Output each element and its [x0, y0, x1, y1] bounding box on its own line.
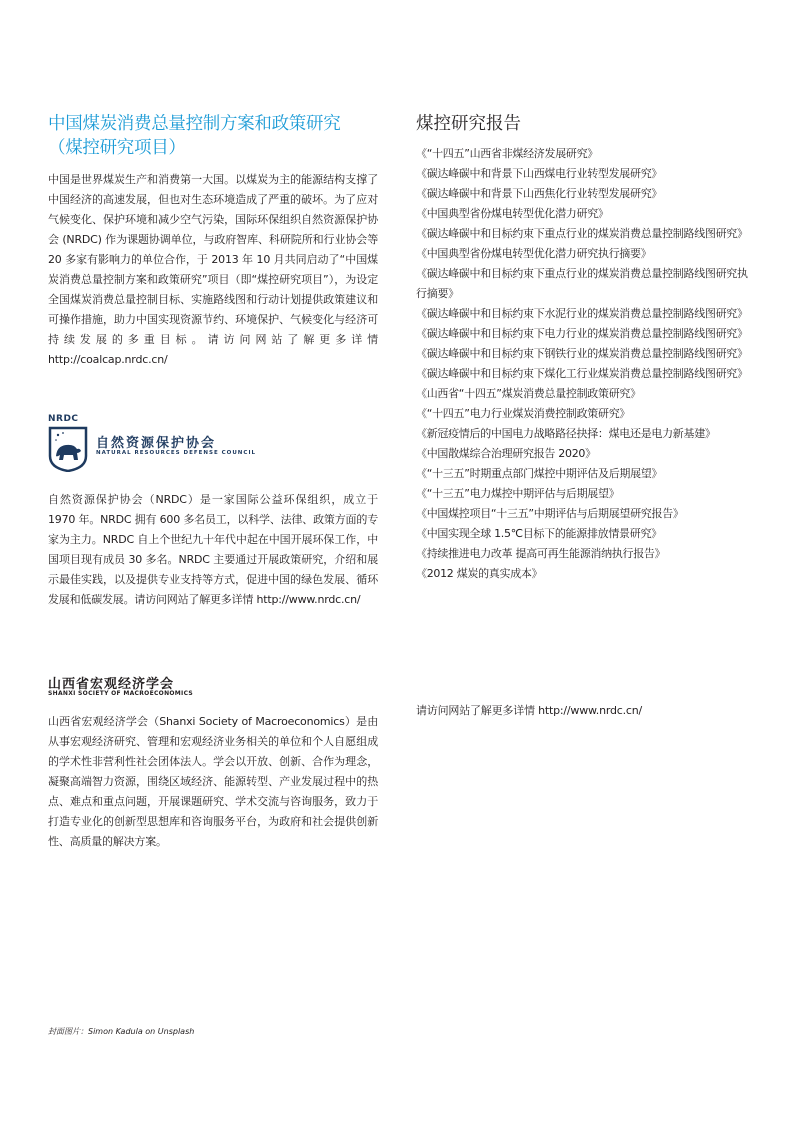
report-item: 《碳达峰碳中和背景下山西焦化行业转型发展研究》	[416, 187, 663, 200]
report-item: 《2012 煤炭的真实成本》	[416, 567, 543, 580]
project-title-line2: （煤控研究项目）	[48, 138, 186, 158]
project-title	[48, 112, 378, 160]
reports-more-link[interactable]: 请访问网站了解更多详情 http://www.nrdc.cn/	[416, 704, 643, 717]
nrdc-tag: NRDC	[48, 414, 79, 424]
report-item: 《“十四五”电力行业煤炭消费控制政策研究》	[416, 407, 631, 420]
report-item: 《持续推进电力改革 提高可再生能源消纳执行报告》	[416, 547, 666, 560]
reports-title: 煤控研究报告	[416, 114, 521, 134]
report-item: 《中国实现全球 1.5℃目标下的能源排放情景研究》	[416, 527, 662, 540]
sxsme-name-en: SHANXI SOCIETY OF MACROECONOMICS	[48, 690, 194, 697]
report-item: 《碳达峰碳中和背景下山西煤电行业转型发展研究》	[416, 167, 663, 180]
sxsme-section	[48, 712, 378, 852]
sxsme-description: 山西省宏观经济学会（Shanxi Society of Macroeconomics）是由从事宏观经济研究、管理和宏观经济业务相关的单位和个人自愿组成的学术性非营利性社会团体法人。学会以开放、创新、合作为理念，凝聚高端智力资源，围绕区域经济、能源转型、产业发展过程中的热点、难点和重点问题，开展课题研究、学术交流与咨询服务，致力于打造专业化的创新型思想库和咨询服务平台，为政府和社会提供创新性、高质量的解决方案。	[48, 715, 378, 848]
nrdc-bear-icon	[48, 426, 88, 472]
report-item: 《“十四五”山西省非煤经济发展研究》	[416, 147, 598, 160]
project-title-line1: 中国煤炭消费总量控制方案和政策研究	[48, 114, 341, 134]
report-item: 《碳达峰碳中和目标约束下煤化工行业煤炭消费总量控制路线图研究》	[416, 367, 748, 380]
cover-credit: 封面图片：Simon Kadula on Unsplash	[48, 1027, 195, 1036]
nrdc-logo	[48, 414, 298, 474]
sxsme-name-cn: 山西省宏观经济学会	[48, 677, 175, 692]
reports-section	[416, 112, 756, 584]
report-item: 《中国散煤综合治理研究报告 2020》	[416, 447, 596, 460]
nrdc-name-cn: 自然资源保护协会	[96, 436, 217, 451]
report-list	[416, 144, 756, 584]
report-item: 《“十三五”电力煤控中期评估与后期展望》	[416, 487, 620, 500]
report-item: 《碳达峰碳中和目标约束下重点行业的煤炭消费总量控制路线图研究执行摘要》	[416, 267, 748, 300]
report-item: 《山西省“十四五”煤炭消费总量控制政策研究》	[416, 387, 641, 400]
report-item: 《碳达峰碳中和目标约束下电力行业的煤炭消费总量控制路线图研究》	[416, 327, 748, 340]
report-item: 《中国典型省份煤电转型优化潜力研究》	[416, 207, 609, 220]
project-description: 中国是世界煤炭生产和消费第一大国。以煤炭为主的能源结构支撑了中国经济的高速发展，但也对生态环境造成了严重的破坏。为了应对气候变化、保护环境和减少空气污染，国际环保组织自然资源保护协会 (NRDC) 作为课题协调单位，与政府智库、科研院所和行业协会等 20 多家有影响力的单位合作，于 2013 年 10 月共同启动了“中国煤炭消费总量控制方案和政策研究”项目（即“煤控研究项目”），为设定全国煤炭消费总量控制目标、实施路线图和行动计划提供政策建议和可操作措施，助力中国实现资源节约、环境保护、气候变化与经济可持续发展的多重目标。请访问网站了解更多详情 http://coalcap.nrdc.cn/	[48, 173, 378, 366]
project-section	[48, 112, 378, 370]
report-item: 《“十三五”时期重点部门煤控中期评估及后期展望》	[416, 467, 663, 480]
report-item: 《碳达峰碳中和目标约束下钢铁行业的煤炭消费总量控制路线图研究》	[416, 347, 748, 360]
nrdc-section	[48, 490, 378, 610]
report-item: 《碳达峰碳中和目标约束下水泥行业的煤炭消费总量控制路线图研究》	[416, 307, 748, 320]
report-item: 《中国典型省份煤电转型优化潜力研究执行摘要》	[416, 247, 652, 260]
report-item: 《碳达峰碳中和目标约束下重点行业的煤炭消费总量控制路线图研究》	[416, 227, 748, 240]
report-item: 《中国煤控项目“十三五”中期评估与后期展望研究报告》	[416, 507, 684, 520]
report-item: 《新冠疫情后的中国电力战略路径抉择：煤电还是电力新基建》	[416, 427, 716, 440]
nrdc-description: 自然资源保护协会（NRDC）是一家国际公益环保组织，成立于 1970 年。NRDC 拥有 600 多名员工，以科学、法律、政策方面的专家为主力。NRDC 自上个世纪九十年代中起在中国开展环保工作，中国项目现有成员 30 多名。NRDC 主要通过开展政策研究，介绍和展示最佳实践，以及提供专业支持等方式，促进中国的绿色发展、循环发展和低碳发展。请访问网站了解更多详情 http://www.nrdc.cn/	[48, 493, 378, 606]
nrdc-name-en: NATURAL RESOURCES DEFENSE COUNCIL	[96, 450, 257, 456]
